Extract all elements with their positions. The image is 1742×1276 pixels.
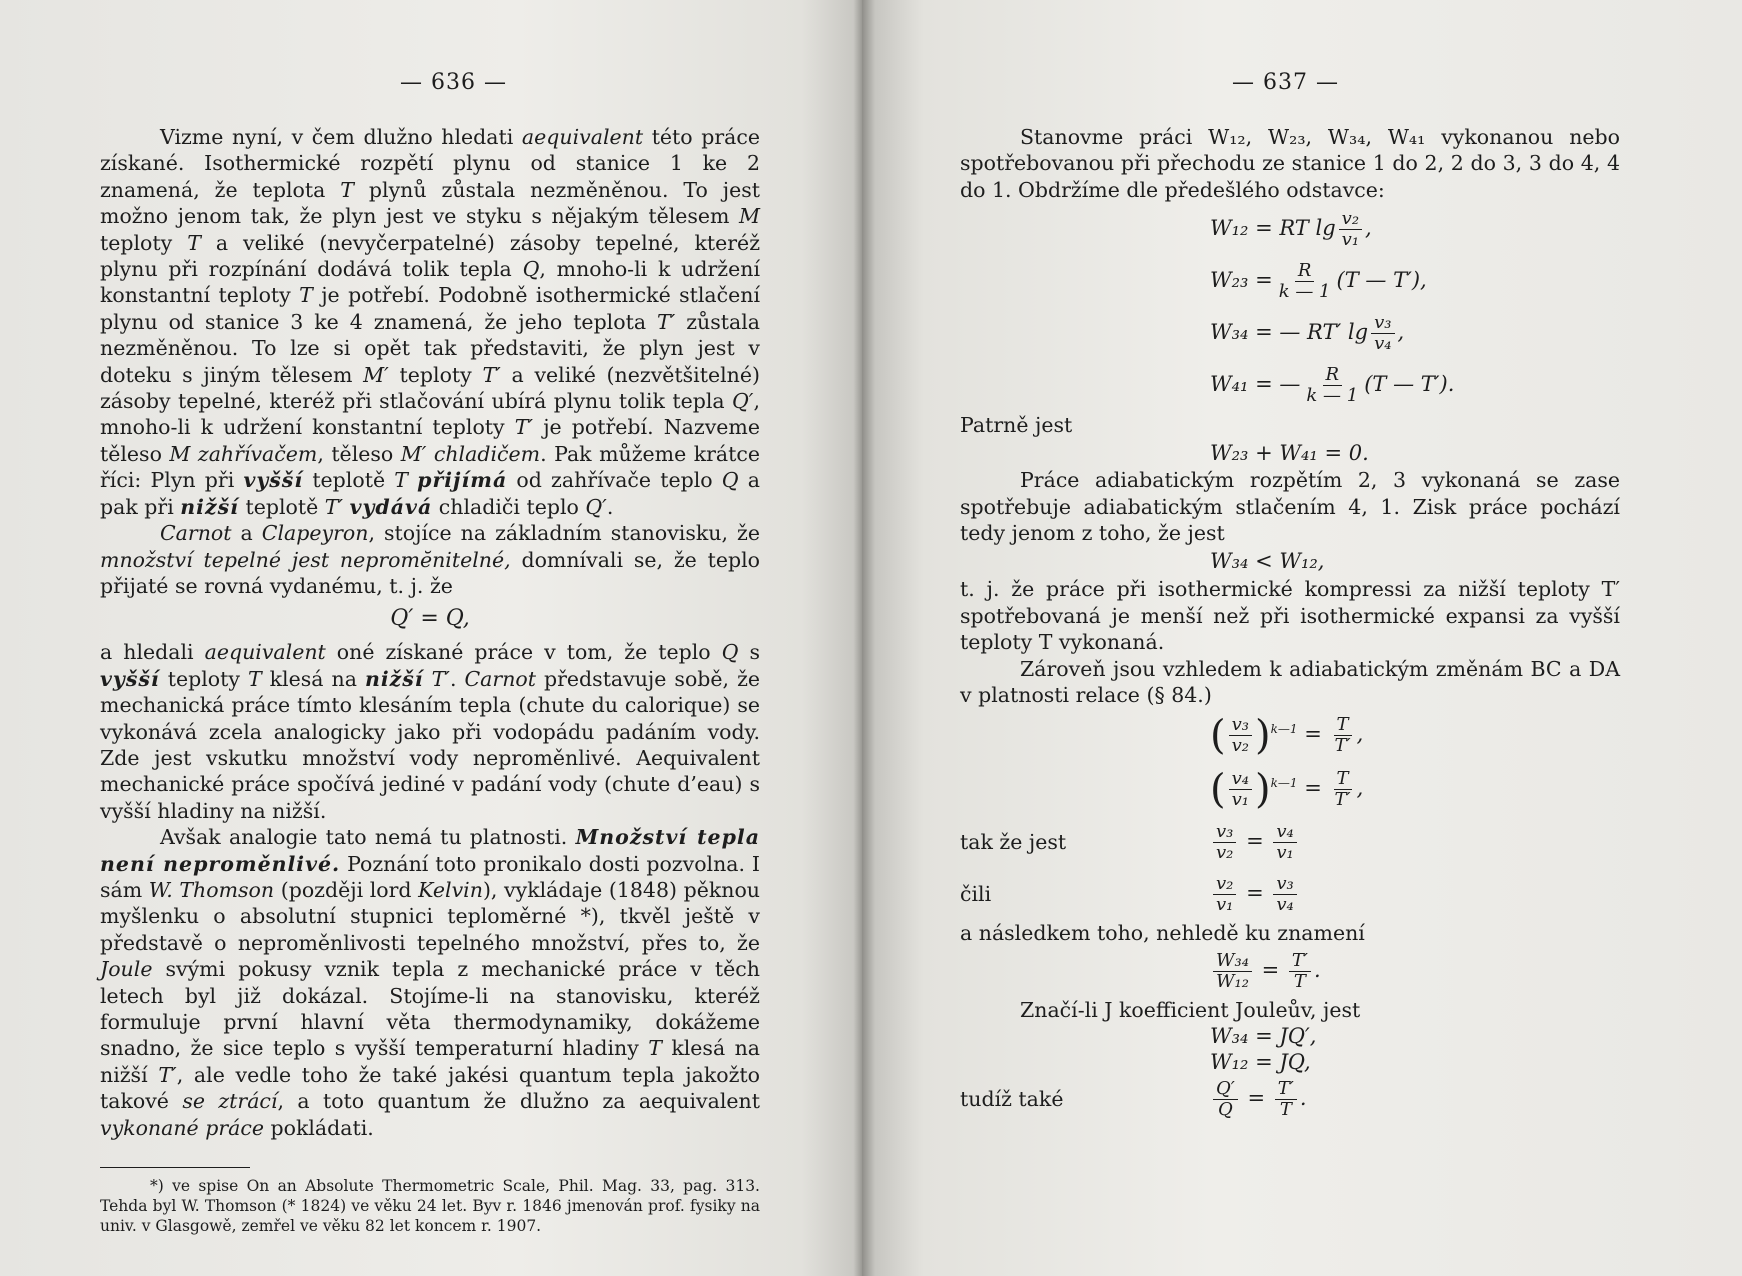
equation-jq1: W₃₄ = JQ′, xyxy=(1210,1024,1317,1049)
equation-w41: W₄₁ = — $\frac{R}{k — 1}$ (T — T′). xyxy=(1210,363,1455,406)
relation-3: tak že jest $\frac{\text{v₃}}{\text{v₂}}$ = $\frac{\text{v₄}}{\text{v₁}}$ xyxy=(960,816,1620,868)
paragraph: Zároveň jsou vzhledem k adiabatickým změnám BC a DA v platnosti relace (§ 84.) xyxy=(960,656,1620,708)
equation-q-equals: Q′ = Q, xyxy=(390,606,470,632)
equation-w34: W₃₄ = — RT′ lg $\frac{\text{v₃}}{\text{v₄}}$ , xyxy=(1210,311,1405,354)
paragraph: Stanovme práci W₁₂, W₂₃, W₃₄, W₄₁ vykonanou nebo spotřebovanou při přechodu ze stanice 1 do 2, 2 do 3, 3 do 4, 4 do 1. Obdržíme dle předešlého odstavce: xyxy=(960,125,1620,202)
equation-jq2: W₁₂ = JQ, xyxy=(1210,1050,1311,1075)
left-text-column xyxy=(100,124,760,1236)
equation-inequality: W₃₄ < W₁₂, xyxy=(1210,549,1325,574)
footnote: *) ve spise On an Absolute Thermometric Scale, Phil. Mag. 33, pag. 313. Tehda byl W. Thomson (* 1824) ve věku 24 let. Byv r. 1846 jmenován prof. fysiky na univ. v Glasgowě, zemřel ve věku 82 let koncem r. 1907. xyxy=(100,1177,760,1236)
equation-sum: W₂₃ + W₄₁ = 0. xyxy=(1210,441,1369,466)
label-patrne: Patrně jest xyxy=(960,413,1073,438)
paragraph: Vizme nyní, v čem dlužno hledati aequivalent této práce získané. Isothermické rozpětí plynu od stanice 1 ke 2 znamená, že teplota T plynů zůstala nezměněnou. To jest možno jenom tak, že plyn jest ve styku s nějakým tělesem M teploty T a veliké (nevyčerpatelné) zásoby tepelné, kteréž plynu při rozpínání dodává tolik tepla Q, mnoho-li k udržení konstantní teploty T je potřebí. Podobně isothermické stlačení plynu od stanice 3 ke 4 znamená, že jeho teplota T′ zůstala nezměněnou. To lze si opět tak představiti, že plyn jest v doteku s jiným tělesem M′ teploty T′ a veliké (nezvětšitelné) zásoby tepelné, kteréž při stlačování ubírá plynu tolik tepla Q′, mnoho-li k udržení konstantní teploty T′ je potřebí. Nazveme těleso M zahřívačem, těleso M′ chladičem. Pak můžeme krátce říci: Plyn při vyšší teplotě T přijímá od zahřívače teplo Q a pak při nižší teplotě T′ vydává chladiči teplo Q′. xyxy=(100,125,761,519)
right-text-column xyxy=(960,124,1620,1123)
relation-2: ( $\frac{\text{v₄}}{\text{v₁}}$ )$^{k—1}$ = $\frac{T}{T'}$ , xyxy=(1210,766,1364,813)
relation-6: tudíž také $\frac{Q'}{Q}$ = $\frac{T'}{T}$ . xyxy=(960,1077,1307,1120)
paragraph: t. j. že práce při isothermické kompressi za nižší teploty T′ spotřebovaná je menší než při isothermické expansi za vyšší teploty T vykonaná. xyxy=(960,577,1620,655)
relation-5: $\frac{\text{W₃₄}}{\text{W₁₂}}$ = $\frac{T'}{T}$ . xyxy=(960,947,1620,997)
page-right xyxy=(862,0,1742,1276)
equation-w12: W₁₂ = RT lg $\frac{\text{v₂}}{\text{v₁}}$ , xyxy=(1210,207,1372,250)
page-number-right: — 637 — xyxy=(1232,70,1339,95)
paragraph: Práce adiabatickým rozpětím 2, 3 vykonaná se zase spotřebuje adiabatickým stlačením 4, 1. Zisk práce pochází tedy jenom z toho, že jest xyxy=(960,468,1620,546)
paragraph: Značí-li J koefficient Jouleův, jest xyxy=(1020,997,1361,1022)
relation-4: čili $\frac{\text{v₂}}{\text{v₁}}$ = $\frac{\text{v₃}}{\text{v₄}}$ xyxy=(960,868,1620,920)
page-left xyxy=(0,0,862,1276)
footnote-divider xyxy=(100,1167,250,1168)
relation-1: ( $\frac{\text{v₃}}{\text{v₂}}$ )$^{k—1}$ = $\frac{T}{T'}$ , xyxy=(1210,712,1364,759)
paragraph: Avšak analogie tato nemá tu platnosti. Množství tepla není neproměnlivé. Poznání toto pronikalo dosti pozvolna. I sám W. Thomson (později lord Kelvin), vykládaje (1848) pěknou myšlenku o absolutní stupnici teploměrné *), tkvěl ještě v představě o neproměnlivosti tepelného množství, přes to, že Joule svými pokusy vznik tepla z mechanické práce v těch letech byl již dokázal. Stojíme-li na stanovisku, kteréž formuluje první hlavní věta thermodynamiky, dokážeme snadno, že sice teplo s vyšší temperaturní hladiny T klesá na nižší T′, ale vedle toho že také jakési quantum tepla jakožto takové se ztrácí, a toto quantum že dlužno za aequivalent vykonané práce pokládati. xyxy=(100,825,761,1140)
paragraph: Carnot a Clapeyron, stojíce na základním stanovisku, že množství tepelné jest nepromĕnitelné, domnívali se, že teplo přijaté se rovná vydanému, t. j. že xyxy=(100,521,760,598)
paragraph: a následkem toho, nehledě ku znamení xyxy=(960,921,1365,946)
equation-w23: W₂₃ = $\frac{R}{k — 1}$ (T — T′), xyxy=(1210,259,1427,302)
paragraph: a hledali aequivalent oné získané práce v tom, že teplo Q s vyšší teploty T klesá na nižší T′. Carnot představuje sobě, že mechanická práce tímto klesáním tepla (chute du calorique) se vykonává zcela analogicky jako při vodopádu padáním vody. Zde jest vskutku množství vody neproměnlivé. Aequivalent mechanické práce spočívá jediné v padání vody (chute d’eau) s vyšší hladiny na nižší. xyxy=(100,640,761,823)
page-number-left: — 636 — xyxy=(400,70,507,95)
